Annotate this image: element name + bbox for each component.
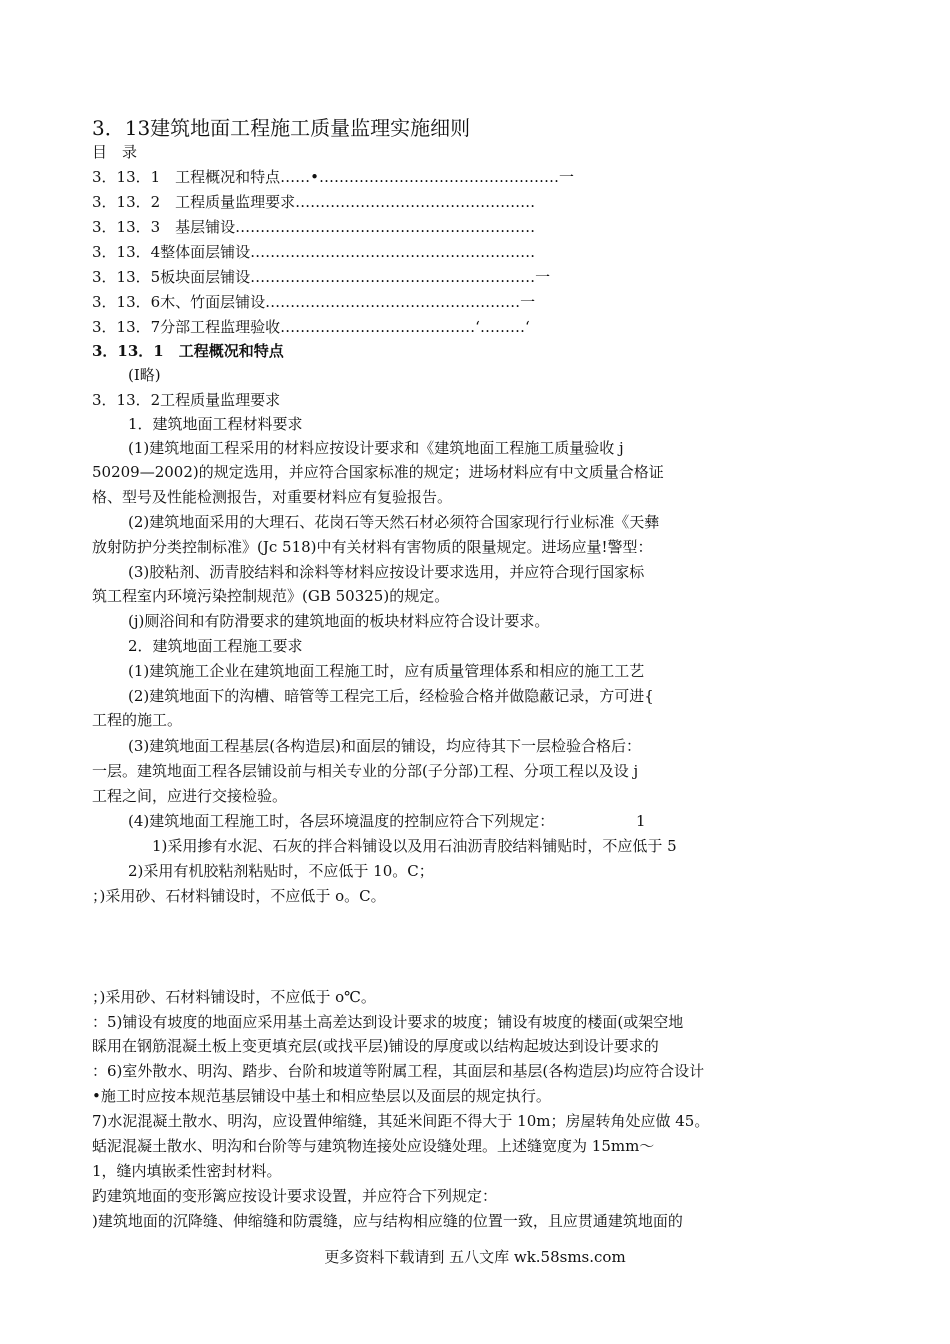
paragraph: 7)水泥混凝土散水、明沟，应设置伸缩缝，其延米间距不得大于 10m；房屋转角处应做 45。 xyxy=(92,1112,710,1130)
paragraph: 放射防护分类控制标准》(Jc 518)中有关材料有害物质的限量规定。进场应量!警型： xyxy=(92,538,653,556)
paragraph: ；)采用砂、石材料铺设时，不应低于 o。C。 xyxy=(92,887,386,905)
paragraph: (j)厕浴间和有防滑要求的建筑地面的板块材料应符合设计要求。 xyxy=(128,612,550,630)
paragraph: (3)胶粘剂、沥青胶结料和涂料等材料应按设计要求选用，并应符合现行国家标 xyxy=(128,563,645,581)
paragraph: (1)建筑施工企业在建筑地面工程施工时，应有质量管理体系和相应的施工工艺 xyxy=(128,662,645,680)
paragraph: •施工时应按本规范基层铺设中基土和相应垫层以及面层的规定执行。 xyxy=(92,1087,551,1105)
paragraph: 工程之间，应进行交接检验。 xyxy=(92,787,288,805)
doc-title: 3．13建筑地面工程施工质量监理实施细则 xyxy=(92,116,471,140)
paragraph: (2)建筑地面下的沟槽、暗管等工程完工后，经检验合格并做隐蔽记录，方可进{ xyxy=(128,687,654,705)
paragraph: 2)采用有机胶粘剂粘贴时，不应低于 10。C； xyxy=(128,862,434,880)
paragraph: 趵建筑地面的变形篱应按设计要求设置，并应符合下列规定： xyxy=(92,1187,498,1205)
paragraph: 筑工程室内环境污染控制规范》(GB 50325)的规定。 xyxy=(92,587,450,605)
paragraph: (4)建筑地面工程施工时，各层环境温度的控制应符合下列规定： xyxy=(128,812,555,830)
subsection-heading: 1．建筑地面工程材料要求 xyxy=(128,415,303,433)
paragraph: (1)建筑地面工程采用的材料应按设计要求和《建筑地面工程施工质量验收 j xyxy=(128,439,624,457)
paragraph: ：5)铺设有坡度的地面应采用基土高差达到设计要求的坡度；铺设有坡度的楼面(或架空地 xyxy=(92,1013,684,1031)
paragraph: (I略) xyxy=(128,366,161,384)
toc-item[interactable]: 3．13．5板块面层铺设…………………………………………………一 xyxy=(92,268,551,286)
paragraph: 1)采用掺有水泥、石灰的拌合料铺设以及用石油沥青胶结料铺贴时，不应低于 5 xyxy=(152,837,677,855)
toc-item[interactable]: 3．13．2 工程质量监理要求………………………………………… xyxy=(92,193,536,211)
paragraph: 蛞泥混凝土散水、明沟和台阶等与建筑物连接处应设缝处理。上述缝宽度为 15mm～ xyxy=(92,1137,655,1155)
paragraph: )建筑地面的沉降缝、伸缩缝和防震缝，应与结构相应缝的位置一致，且应贯通建筑地面的 xyxy=(92,1212,683,1230)
paragraph: 50209—2002)的规定选用，并应符合国家标准的规定；进场材料应有中文质量合格证 xyxy=(92,463,664,481)
toc-item[interactable]: 3．13．4整体面层铺设………………………………………………… xyxy=(92,243,536,261)
paragraph: 一层。建筑地面工程各层铺设前与相关专业的分部(子分部)工程、分项工程以及设 j xyxy=(92,762,639,780)
paragraph: 睬用在钢筋混凝土板上变更填充层(或找平层)铺设的厚度或以结构起坡达到设计要求的 xyxy=(92,1037,659,1055)
paragraph: ：6)室外散水、明沟、踏步、台阶和坡道等附属工程，其面层和基层(各构造层)均应符合设计 xyxy=(92,1062,705,1080)
margin-mark: 1 xyxy=(636,812,646,830)
toc-heading: 目 录 xyxy=(92,143,138,161)
toc-item[interactable]: 3．13．3 基层铺设…………………………………………………… xyxy=(92,218,536,236)
paragraph: (2)建筑地面采用的大理石、花岗石等天然石材必须符合国家现行行业标准《天彝 xyxy=(128,513,660,531)
paragraph: ；)采用砂、石材料铺设时，不应低于 o℃。 xyxy=(92,988,376,1006)
section-heading: 3．13．2工程质量监理要求 xyxy=(92,391,281,409)
paragraph: 1，缝内填嵌柔性密封材料。 xyxy=(92,1162,282,1180)
toc-item[interactable]: 3．13．7分部工程监理验收…………………………………‘………‘ xyxy=(92,318,530,336)
paragraph: 工程的施工。 xyxy=(92,711,183,729)
subsection-heading: 2．建筑地面工程施工要求 xyxy=(128,637,303,655)
paragraph: 格、型号及性能检测报告，对重要材料应有复验报告。 xyxy=(92,488,453,506)
footer-link[interactable]: 更多资料下载请到 五八文库 wk.58sms.com xyxy=(324,1248,626,1266)
section-heading: 3．13．1 工程概况和特点 xyxy=(92,342,284,360)
paragraph: (3)建筑地面工程基层(各构造层)和面层的铺设，均应待其下一层检验合格后： xyxy=(128,737,641,755)
toc-item[interactable]: 3．13．1 工程概况和特点……•…………………………………………一 xyxy=(92,168,575,186)
toc-item[interactable]: 3．13．6木、竹面层铺设……………………………………………一 xyxy=(92,293,536,311)
